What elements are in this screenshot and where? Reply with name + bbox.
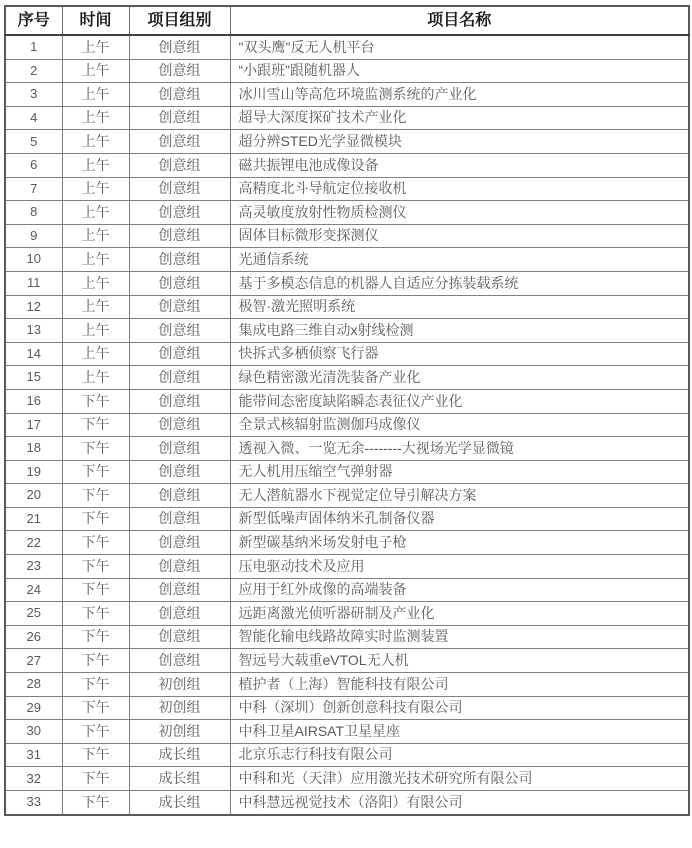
- cell-name: 新型低噪声固体纳米孔制备仪器: [230, 507, 689, 531]
- cell-index: 23: [5, 555, 62, 579]
- table-row: [5, 201, 689, 225]
- cell-index: 8: [5, 201, 62, 225]
- cell-name: 全景式核辐射监测伽玛成像仪: [230, 413, 689, 437]
- cell-index: 17: [5, 413, 62, 437]
- cell-group: 创意组: [129, 531, 230, 555]
- table-row: [5, 35, 689, 59]
- cell-group: 创意组: [129, 342, 230, 366]
- table-row: [5, 271, 689, 295]
- table-row: [5, 649, 689, 673]
- cell-group: 成长组: [129, 767, 230, 791]
- cell-index: 22: [5, 531, 62, 555]
- table-row: [5, 484, 689, 508]
- cell-group: 创意组: [129, 366, 230, 390]
- cell-name: 超分辨STED光学显微模块: [230, 130, 689, 154]
- cell-time: 下午: [62, 484, 129, 508]
- cell-name: 高灵敏度放射性物质检测仪: [230, 201, 689, 225]
- cell-name: 极智·激光照明系统: [230, 295, 689, 319]
- table-row: [5, 507, 689, 531]
- cell-name: 智远号大载重eVTOL无人机: [230, 649, 689, 673]
- cell-index: 21: [5, 507, 62, 531]
- table-row: [5, 59, 689, 83]
- cell-index: 16: [5, 389, 62, 413]
- table-row: [5, 578, 689, 602]
- table-row: [5, 743, 689, 767]
- cell-group: 创意组: [129, 59, 230, 83]
- cell-name: "双头鹰"反无人机平台: [230, 35, 689, 59]
- table-row: [5, 625, 689, 649]
- cell-time: 下午: [62, 507, 129, 531]
- cell-time: 下午: [62, 437, 129, 461]
- cell-index: 5: [5, 130, 62, 154]
- table-row: [5, 295, 689, 319]
- cell-time: 下午: [62, 720, 129, 744]
- cell-name: 压电驱动技术及应用: [230, 555, 689, 579]
- table-row: [5, 342, 689, 366]
- table-row: [5, 720, 689, 744]
- table-row: [5, 696, 689, 720]
- column-header-index: 序号: [5, 6, 62, 35]
- table-row: [5, 389, 689, 413]
- cell-group: 创意组: [129, 201, 230, 225]
- cell-name: 新型碳基纳米场发射电子枪: [230, 531, 689, 555]
- cell-group: 创意组: [129, 106, 230, 130]
- cell-index: 9: [5, 224, 62, 248]
- cell-time: 下午: [62, 413, 129, 437]
- table-row: [5, 153, 689, 177]
- cell-time: 上午: [62, 319, 129, 343]
- cell-index: 32: [5, 767, 62, 791]
- cell-group: 初创组: [129, 696, 230, 720]
- cell-name: 中科卫星AIRSAT卫星星座: [230, 720, 689, 744]
- cell-time: 上午: [62, 271, 129, 295]
- table-row: [5, 460, 689, 484]
- table-row: [5, 767, 689, 791]
- cell-group: 初创组: [129, 720, 230, 744]
- cell-group: 创意组: [129, 319, 230, 343]
- table-row: [5, 602, 689, 626]
- cell-name: 冰川雪山等高危环境监测系统的产业化: [230, 83, 689, 107]
- cell-group: 创意组: [129, 224, 230, 248]
- cell-name: 绿色精密激光清洗装备产业化: [230, 366, 689, 390]
- cell-name: 集成电路三维自动x射线检测: [230, 319, 689, 343]
- table-row: [5, 555, 689, 579]
- cell-name: 远距离激光侦听器研制及产业化: [230, 602, 689, 626]
- cell-time: 下午: [62, 555, 129, 579]
- cell-index: 12: [5, 295, 62, 319]
- cell-index: 31: [5, 743, 62, 767]
- table-row: [5, 366, 689, 390]
- cell-index: 3: [5, 83, 62, 107]
- table-row: [5, 531, 689, 555]
- cell-index: 2: [5, 59, 62, 83]
- cell-group: 创意组: [129, 649, 230, 673]
- cell-group: 创意组: [129, 625, 230, 649]
- cell-group: 创意组: [129, 83, 230, 107]
- cell-name: 应用于红外成像的高端装备: [230, 578, 689, 602]
- table-row: [5, 319, 689, 343]
- cell-index: 11: [5, 271, 62, 295]
- cell-name: 固体目标微形变探测仪: [230, 224, 689, 248]
- cell-time: 上午: [62, 295, 129, 319]
- cell-group: 成长组: [129, 743, 230, 767]
- cell-name: “小跟班”跟随机器人: [230, 59, 689, 83]
- table-row: [5, 437, 689, 461]
- cell-time: 上午: [62, 201, 129, 225]
- cell-name: 基于多模态信息的机器人自适应分拣装载系统: [230, 271, 689, 295]
- column-header-time: 时间: [62, 6, 129, 35]
- cell-group: 创意组: [129, 248, 230, 272]
- column-header-group: 项目组别: [129, 6, 230, 35]
- cell-index: 26: [5, 625, 62, 649]
- cell-group: 创意组: [129, 271, 230, 295]
- cell-group: 创意组: [129, 295, 230, 319]
- cell-group: 创意组: [129, 413, 230, 437]
- cell-name: 快拆式多栖侦察飞行器: [230, 342, 689, 366]
- cell-index: 24: [5, 578, 62, 602]
- table-row: [5, 413, 689, 437]
- cell-index: 30: [5, 720, 62, 744]
- cell-time: 上午: [62, 130, 129, 154]
- cell-group: 创意组: [129, 153, 230, 177]
- cell-index: 27: [5, 649, 62, 673]
- project-schedule-table: [4, 5, 690, 816]
- cell-time: 上午: [62, 153, 129, 177]
- cell-time: 下午: [62, 389, 129, 413]
- cell-index: 29: [5, 696, 62, 720]
- cell-index: 10: [5, 248, 62, 272]
- cell-time: 上午: [62, 35, 129, 59]
- table-row: [5, 673, 689, 697]
- cell-group: 创意组: [129, 578, 230, 602]
- cell-index: 13: [5, 319, 62, 343]
- cell-group: 初创组: [129, 673, 230, 697]
- cell-group: 创意组: [129, 437, 230, 461]
- cell-name: 高精度北斗导航定位接收机: [230, 177, 689, 201]
- cell-name: 能带间态密度缺陷瞬态表征仪产业化: [230, 389, 689, 413]
- cell-time: 下午: [62, 649, 129, 673]
- column-header-name: 项目名称: [230, 6, 689, 35]
- cell-group: 创意组: [129, 602, 230, 626]
- cell-time: 下午: [62, 696, 129, 720]
- cell-name: 中科（深圳）创新创意科技有限公司: [230, 696, 689, 720]
- cell-time: 上午: [62, 224, 129, 248]
- cell-index: 15: [5, 366, 62, 390]
- cell-index: 18: [5, 437, 62, 461]
- cell-group: 创意组: [129, 484, 230, 508]
- cell-index: 25: [5, 602, 62, 626]
- cell-time: 上午: [62, 177, 129, 201]
- cell-time: 下午: [62, 460, 129, 484]
- cell-time: 下午: [62, 625, 129, 649]
- cell-time: 下午: [62, 602, 129, 626]
- cell-group: 创意组: [129, 389, 230, 413]
- cell-index: 20: [5, 484, 62, 508]
- cell-group: 创意组: [129, 507, 230, 531]
- table-row: [5, 130, 689, 154]
- cell-group: 创意组: [129, 177, 230, 201]
- cell-index: 7: [5, 177, 62, 201]
- cell-index: 1: [5, 35, 62, 59]
- cell-group: 创意组: [129, 130, 230, 154]
- cell-time: 下午: [62, 578, 129, 602]
- cell-name: 无人机用压缩空气弹射器: [230, 460, 689, 484]
- cell-index: 33: [5, 791, 62, 815]
- cell-group: 成长组: [129, 791, 230, 815]
- cell-time: 上午: [62, 342, 129, 366]
- cell-name: 光通信系统: [230, 248, 689, 272]
- table-row: [5, 83, 689, 107]
- cell-group: 创意组: [129, 35, 230, 59]
- cell-group: 创意组: [129, 555, 230, 579]
- cell-time: 上午: [62, 106, 129, 130]
- cell-index: 4: [5, 106, 62, 130]
- cell-group: 创意组: [129, 460, 230, 484]
- table-body: [5, 35, 689, 815]
- table-row: [5, 224, 689, 248]
- cell-time: 上午: [62, 83, 129, 107]
- table-row: [5, 106, 689, 130]
- table-row: [5, 177, 689, 201]
- cell-name: 透视入微、一览无余--------大视场光学显微镜: [230, 437, 689, 461]
- cell-name: 超导大深度探矿技术产业化: [230, 106, 689, 130]
- table-row: [5, 248, 689, 272]
- cell-index: 28: [5, 673, 62, 697]
- cell-time: 下午: [62, 791, 129, 815]
- cell-name: 中科和光（天津）应用激光技术研究所有限公司: [230, 767, 689, 791]
- cell-time: 下午: [62, 531, 129, 555]
- cell-name: 中科慧远视觉技术（洛阳）有限公司: [230, 791, 689, 815]
- cell-index: 6: [5, 153, 62, 177]
- table-row: [5, 791, 689, 815]
- cell-name: 智能化输电线路故障实时监测装置: [230, 625, 689, 649]
- cell-time: 下午: [62, 673, 129, 697]
- cell-time: 上午: [62, 248, 129, 272]
- cell-name: 磁共振锂电池成像设备: [230, 153, 689, 177]
- cell-name: 无人潜航器水下视觉定位导引解决方案: [230, 484, 689, 508]
- cell-time: 上午: [62, 366, 129, 390]
- cell-time: 下午: [62, 743, 129, 767]
- cell-index: 19: [5, 460, 62, 484]
- cell-name: 北京乐志行科技有限公司: [230, 743, 689, 767]
- cell-name: 植护者（上海）智能科技有限公司: [230, 673, 689, 697]
- cell-time: 下午: [62, 767, 129, 791]
- cell-index: 14: [5, 342, 62, 366]
- cell-time: 上午: [62, 59, 129, 83]
- header-row: [5, 6, 689, 35]
